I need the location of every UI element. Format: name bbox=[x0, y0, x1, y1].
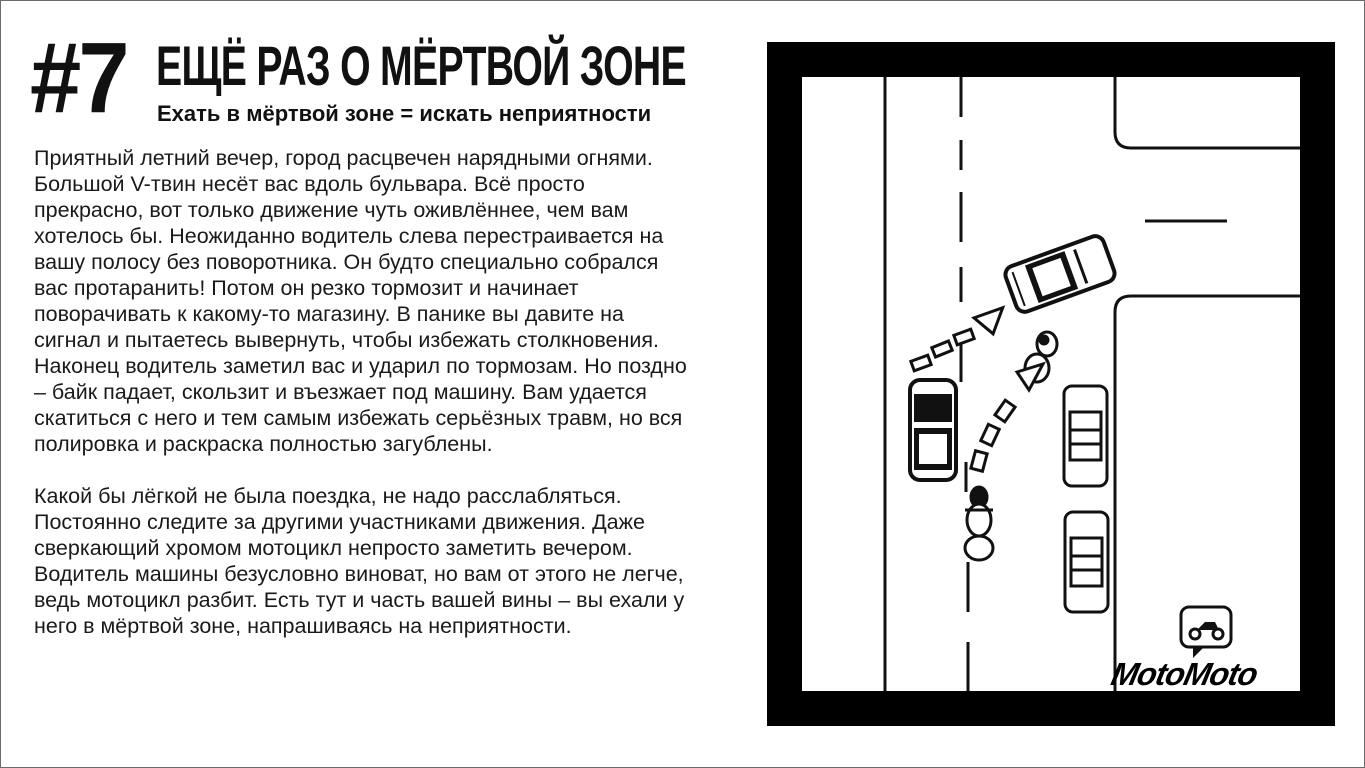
motomoto-logo: MotoMoto bbox=[1108, 656, 1261, 692]
road-diagram bbox=[767, 42, 1335, 726]
diagram-panel bbox=[802, 77, 1300, 691]
parked-car-2 bbox=[1065, 512, 1108, 612]
page-subtitle: Ехать в мёртвой зоне = искать неприятности bbox=[157, 101, 652, 126]
left-car bbox=[910, 380, 956, 480]
paragraph-advice: Какой бы лёгкой не была поездка, не надо расслабляться. Постоянно следите за другими участниками движения. Даже сверкающий хромом мотоцикл непросто заметить вечером. Водитель машины безусловно виноват, но вам от этого не легче, ведь мотоцикл разбит. Есть тут и часть вашей вины – вы ехали у него в мёртвой зоне, напрашиваясь на неприятности. bbox=[34, 484, 685, 638]
page-title: ЕЩЁ РАЗ О МЁРТВОЙ ЗОНЕ bbox=[156, 34, 686, 97]
tip-number: #7 bbox=[30, 22, 127, 134]
parked-car-1 bbox=[1064, 386, 1107, 486]
article-body bbox=[34, 145, 736, 639]
blind-spot-illustration bbox=[767, 42, 1335, 726]
paragraph-story: Приятный летний вечер, город расцвечен нарядными огнями. Большой V-твин несёт вас вдоль бульвара. Всё просто прекрасно, вот только движение чуть оживлённее, чем вам хотелось бы. Неожиданно водитель слева перестраивается на вашу полосу без поворотника. Он будто специально собрался вас протаранить! Потом он резко тормозит и начинает поворачивать к какому-то магазину. В панике вы давите на сигнал и пытаетесь вывернуть, чтобы избежать столкновения. Наконец водитель заметил вас и ударил по тормозам. Но поздно – байк падает, скользит и въезжает под машину. Вам удается скатиться с него и тем самым избежать серьёзных травм, но вся полировка и раскраска полностью загублены. bbox=[34, 146, 687, 456]
